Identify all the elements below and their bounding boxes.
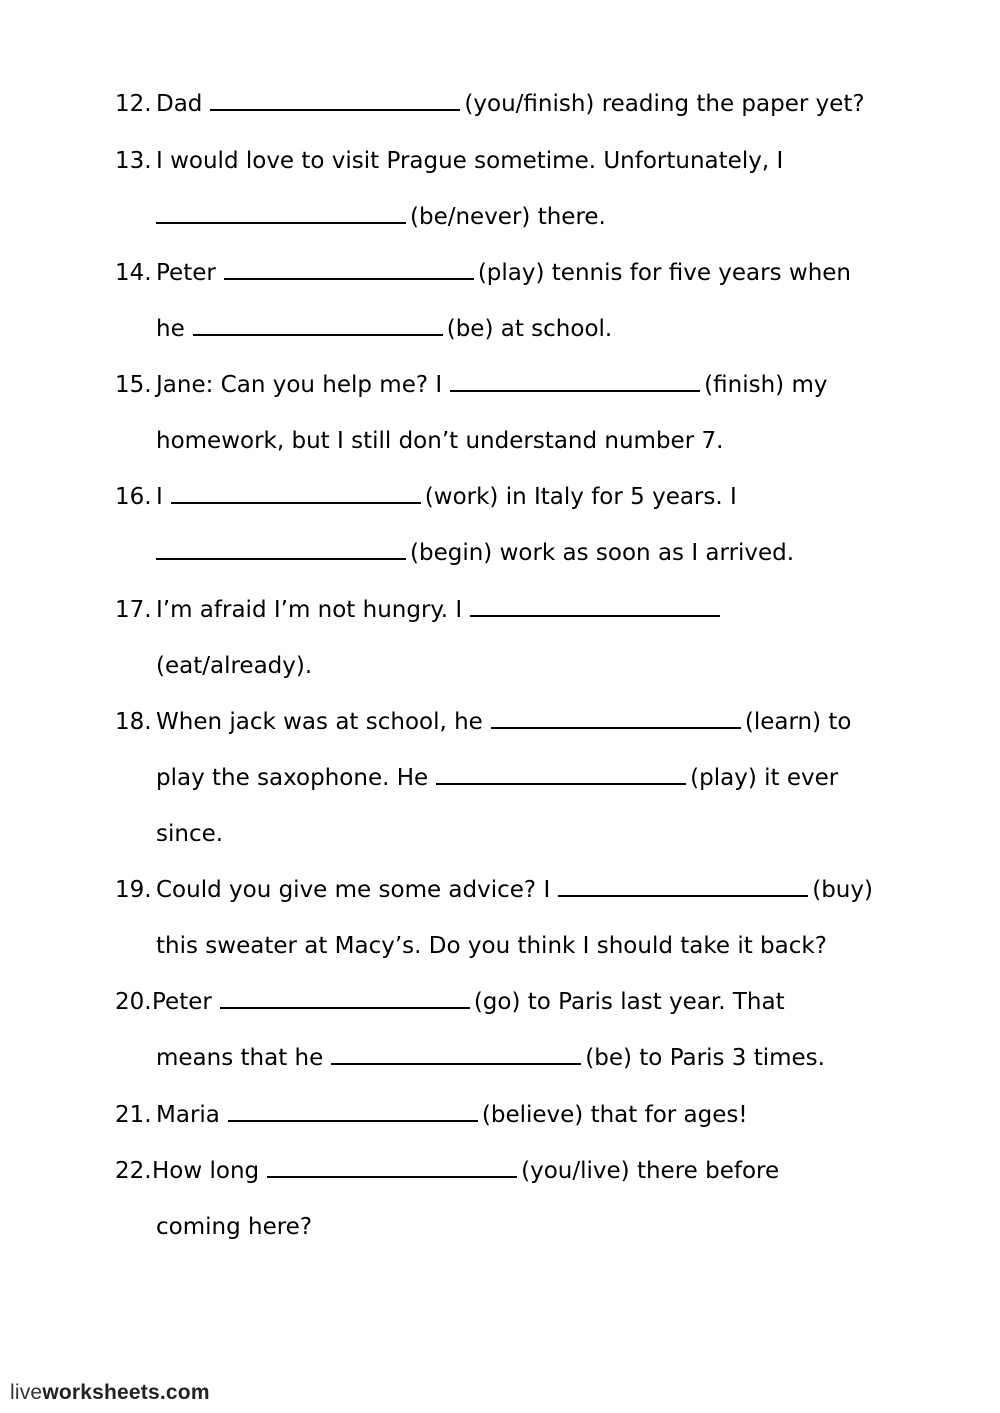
text-segment: play the saxophone. He <box>156 765 429 791</box>
text-segment: Peter <box>152 989 212 1015</box>
question-number: 17. <box>115 597 152 623</box>
question-17-line-2 <box>0 646 1000 686</box>
text-segment: (you/finish) reading the paper yet? <box>464 91 865 117</box>
question-12-line-1 <box>0 84 1000 124</box>
answer-blank-18a[interactable] <box>491 707 741 729</box>
question-15-line-1 <box>0 365 1000 405</box>
answer-blank-19[interactable] <box>558 875 808 897</box>
question-number: 21. <box>115 1102 152 1128</box>
answer-blank-16b[interactable] <box>156 538 406 560</box>
question-text <box>156 84 865 124</box>
question-text <box>156 702 851 742</box>
text-segment: (be) to Paris 3 times. <box>585 1045 825 1071</box>
question-text: homework, but I still don’t understand number 7. <box>156 428 724 454</box>
question-text <box>156 309 612 349</box>
text-segment: means that he <box>156 1045 324 1071</box>
text-segment: When jack was at school, he <box>156 709 483 735</box>
question-number: 15. <box>115 372 152 398</box>
question-text <box>156 758 838 798</box>
liveworksheets-logo <box>10 1379 210 1407</box>
answer-blank-16a[interactable] <box>171 482 421 504</box>
question-text: since. <box>156 821 224 847</box>
question-text <box>156 365 827 405</box>
question-text <box>156 253 851 293</box>
question-16-line-1 <box>0 477 1000 517</box>
text-segment: (go) to Paris last year. That <box>473 989 785 1015</box>
text-segment: I <box>156 484 163 510</box>
answer-blank-20b[interactable] <box>331 1043 581 1065</box>
text-segment: I’m afraid I’m not hungry. I <box>156 597 463 623</box>
question-21-line-1 <box>0 1095 1000 1135</box>
text-segment: Could you give me some advice? I <box>156 877 551 903</box>
question-20-line-2 <box>0 1038 1000 1078</box>
question-text <box>156 1038 825 1078</box>
text-segment: (believe) that for ages! <box>481 1102 748 1128</box>
answer-blank-20a[interactable] <box>220 987 470 1009</box>
question-text <box>156 533 794 573</box>
text-segment: (work) in Italy for 5 years. I <box>424 484 737 510</box>
answer-blank-21[interactable] <box>228 1100 478 1122</box>
text-segment: (be/never) there. <box>410 204 606 230</box>
question-text <box>156 197 606 237</box>
text-segment: Peter <box>156 260 216 286</box>
question-14-line-2 <box>0 309 1000 349</box>
question-13-line-2 <box>0 197 1000 237</box>
question-17-line-1 <box>0 590 1000 630</box>
question-text: I would love to visit Prague sometime. Unfortunately, I <box>156 148 784 174</box>
question-number: 19. <box>115 877 152 903</box>
question-15-line-2 <box>0 421 1000 461</box>
answer-blank-13[interactable] <box>156 202 406 224</box>
text-segment: he <box>156 316 185 342</box>
question-19-line-2 <box>0 926 1000 966</box>
question-number: 13. <box>115 148 152 174</box>
question-22-line-2 <box>0 1207 1000 1247</box>
question-text <box>152 1151 779 1191</box>
answer-blank-15[interactable] <box>450 370 700 392</box>
text-segment: (be) at school. <box>446 316 613 342</box>
answer-blank-17[interactable] <box>470 595 720 617</box>
question-text <box>156 477 737 517</box>
text-segment: (you/live) there before <box>521 1158 780 1184</box>
brand-bold: worksheets <box>42 1381 160 1404</box>
text-segment: (play) it ever <box>690 765 839 791</box>
question-18-line-1 <box>0 702 1000 742</box>
text-segment: How long <box>152 1158 260 1184</box>
text-segment: (play) tennis for five years when <box>477 260 852 286</box>
question-number: 16. <box>115 484 152 510</box>
text-segment: Dad <box>156 91 203 117</box>
answer-blank-14b[interactable] <box>193 314 443 336</box>
question-number: 12. <box>115 91 152 117</box>
text-segment: (begin) work as soon as I arrived. <box>410 540 795 566</box>
brand-tld: .com <box>159 1381 210 1404</box>
answer-blank-22[interactable] <box>267 1156 517 1178</box>
question-16-line-2 <box>0 533 1000 573</box>
question-18-line-2 <box>0 758 1000 798</box>
question-number: 22. <box>115 1158 152 1184</box>
question-text <box>152 982 785 1022</box>
question-text: this sweater at Macy’s. Do you think I should take it back? <box>156 933 827 959</box>
answer-blank-14a[interactable] <box>224 258 474 280</box>
question-text: coming here? <box>156 1214 313 1240</box>
question-20-line-1 <box>0 982 1000 1022</box>
question-number: 18. <box>115 709 152 735</box>
text-segment: (finish) my <box>704 372 828 398</box>
question-22-line-1 <box>0 1151 1000 1191</box>
question-text <box>156 870 873 910</box>
question-number: 14. <box>115 260 152 286</box>
question-text <box>156 590 724 630</box>
question-number: 20. <box>115 989 152 1015</box>
brand-light: live <box>10 1381 43 1404</box>
question-text: (eat/already). <box>156 653 313 679</box>
text-segment: Jane: Can you help me? I <box>156 372 443 398</box>
question-19-line-1 <box>0 870 1000 910</box>
text-segment: (learn) to <box>744 709 852 735</box>
question-14-line-1 <box>0 253 1000 293</box>
question-13-line-1 <box>0 141 1000 181</box>
question-18-line-3 <box>0 814 1000 854</box>
answer-blank-18b[interactable] <box>436 763 686 785</box>
text-segment: Maria <box>156 1102 220 1128</box>
answer-blank-12[interactable] <box>210 89 460 111</box>
text-segment: (buy) <box>812 877 873 903</box>
question-text <box>156 1095 748 1135</box>
